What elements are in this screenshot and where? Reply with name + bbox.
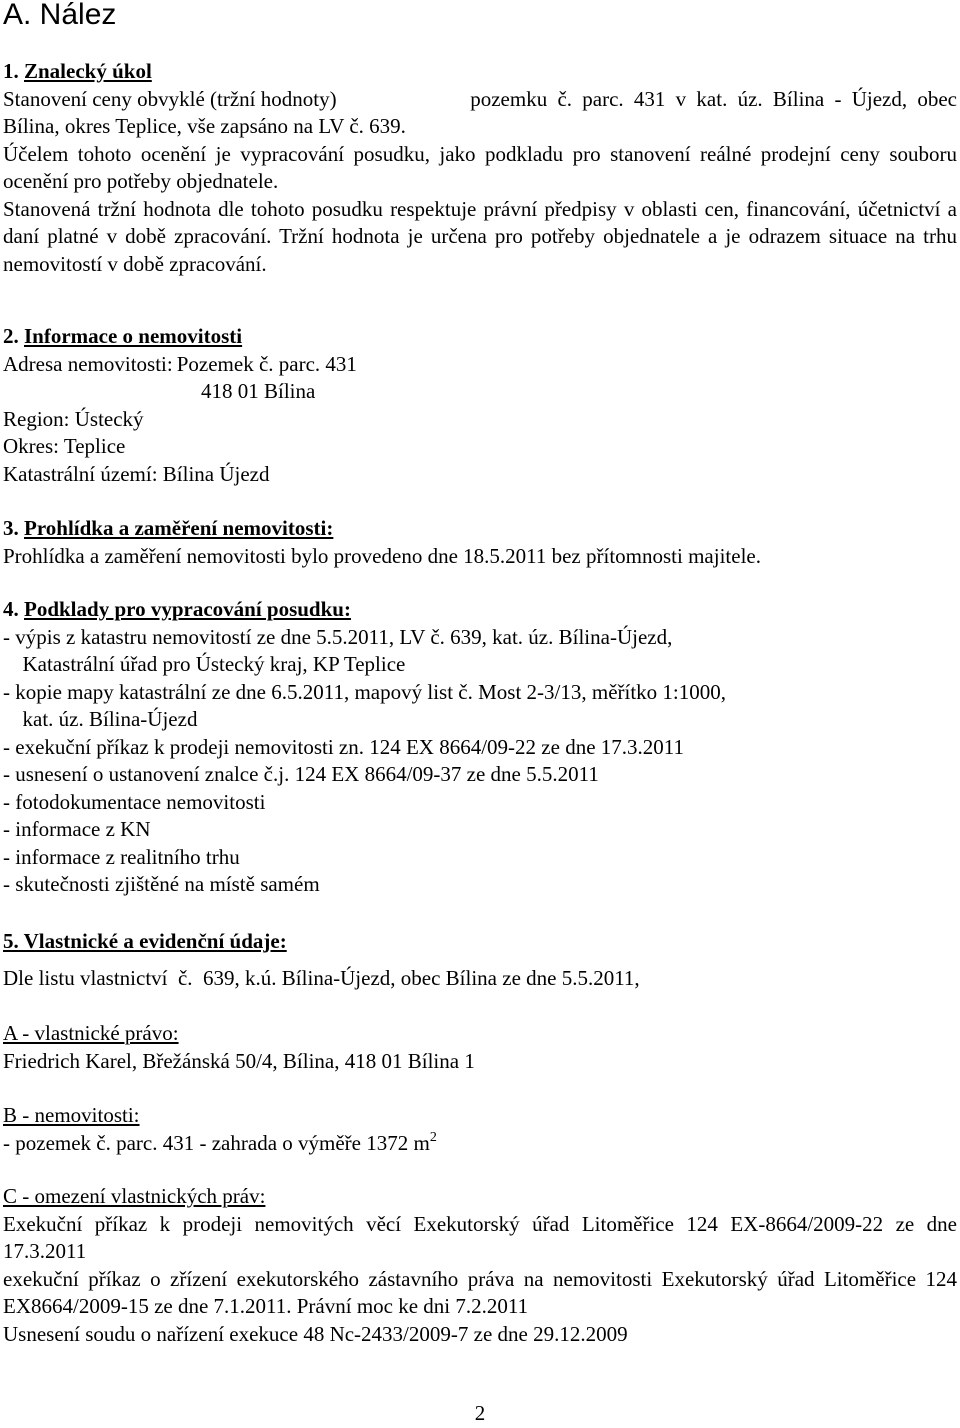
property-heading: B - nemovitosti: — [3, 1103, 140, 1127]
inspection-text: Prohlídka a zaměření nemovitosti bylo provedeno dne 18.5.2011 bez přítomnosti majitele. — [3, 543, 761, 568]
restrictions-heading: C - omezení vlastnických práv: — [3, 1184, 266, 1208]
list-item: kat. úz. Bílina-Újezd — [12, 707, 198, 731]
ownership-heading: A - vlastnické právo: — [3, 1021, 179, 1045]
restriction-3: Usnesení soudu o nařízení exekuce 48 Nc-2433/2009-7 ze dne 29.12.2009 — [3, 1321, 628, 1346]
ownership-block — [3, 1020, 957, 1075]
section-5-heading: 5. Vlastnické a evidenční údaje: — [3, 929, 287, 953]
sources-list — [3, 624, 957, 899]
list-item: - usnesení o ustanovení znalce č.j. 124 EX 8664/09-37 ze dne 5.5.2011 — [3, 762, 599, 786]
section-4-title: Podklady pro vypracování posudku: — [24, 597, 351, 621]
section-1-purpose: Účelem tohoto ocenění je vypracování posudku, jako podkladu pro stanovení reálné prodejní ceny souboru ocenění pro potřeby objednatele. — [3, 141, 957, 193]
section-1-line-1b: pozemku č. parc. 431 v kat. úz. Bílina - Újezd, obec — [470, 86, 957, 111]
list-item: - kopie mapy katastrální ze dne 6.5.2011, mapový list č. Most 2-3/13, měřítko 1:1000, — [3, 679, 727, 704]
district: Okres: Teplice — [3, 434, 126, 458]
cadastral-area: Katastrální území: Bílina Újezd — [3, 461, 270, 486]
restriction-2: exekuční příkaz o zřízení exekutorského zástavního práva na nemovitosti Exekutorský úřad Litoměřice 124 EX8664/2009-15 ze dne 7.1.2011. Právní moc ke dni 7.2.2011 — [3, 1266, 957, 1318]
restrictions-block — [3, 1183, 957, 1348]
section-2-number: 2. — [3, 324, 19, 348]
restriction-1: Exekuční příkaz k prodeji nemovitých věcí Exekutorský úřad Litoměřice 124 EX-8664/2009-22 ze dne 17.3.2011 — [3, 1211, 957, 1263]
list-item: - fotodokumentace nemovitosti — [3, 789, 266, 814]
section-2-title: Informace o nemovitosti — [24, 324, 243, 348]
page-title: A. Nález — [3, 0, 117, 31]
list-item: - informace z realitního trhu — [3, 844, 240, 869]
section-1-title: Znalecký úkol — [24, 59, 152, 83]
property-block — [3, 1102, 957, 1157]
section-3 — [3, 515, 957, 570]
section-3-title: Prohlídka a zaměření nemovitosti: — [24, 516, 334, 540]
section-1 — [3, 58, 957, 278]
section-4 — [3, 596, 957, 899]
property-parcel: - pozemek č. parc. 431 - zahrada o výměře 1372 m — [3, 1130, 430, 1155]
address-line-2: 418 01 Bílina — [201, 379, 316, 403]
section-1-market-value-a: Stanovená tržní hodnota dle tohoto posudku respektuje právní předpisy v oblasti cen, financování, účetnictví a daní platné v době zpracování. — [3, 196, 957, 248]
list-item: - exekuční příkaz k prodeji nemovitosti zn. 124 EX 8664/09-22 ze dne 17.3.2011 — [3, 734, 684, 759]
list-item: Katastrální úřad pro Ústecký kraj, KP Teplice — [12, 652, 406, 676]
section-3-heading — [3, 515, 957, 543]
section-1-market-value — [3, 196, 957, 279]
address-line-1: Pozemek č. parc. 431 — [176, 351, 357, 376]
section-1-heading — [3, 58, 957, 86]
region: Region: Ústecký — [3, 406, 144, 431]
section-4-heading — [3, 596, 957, 624]
area-unit-superscript: 2 — [429, 1129, 437, 1145]
list-item: - informace z KN — [3, 817, 151, 841]
property-text — [3, 1130, 957, 1158]
address-label: Adresa nemovitosti: — [3, 351, 173, 376]
section-2-heading — [3, 323, 957, 351]
page-number: 2 — [474, 1401, 486, 1425]
list-item: - výpis z katastru nemovitostí ze dne 5.5.2011, LV č. 639, kat. úz. Bílina-Újezd, — [3, 624, 673, 649]
section-1-line-1 — [3, 86, 957, 114]
section-1-market-value-b: Tržní hodnota je určena pro potřeby objednatele a je odrazem situace na trhu nemovitostí v době zpracování. — [3, 224, 957, 276]
section-2 — [3, 323, 957, 488]
section-1-line-2: Bílina, okres Teplice, vše zapsáno na LV č. 639. — [3, 114, 406, 138]
section-3-number: 3. — [3, 516, 19, 540]
section-5 — [3, 928, 957, 956]
owner-text: Friedrich Karel, Břežánská 50/4, Bílina, 418 01 Bílina 1 — [3, 1048, 475, 1073]
section-1-line-1a: Stanovení ceny obvyklé (tržní hodnoty) — [3, 86, 337, 111]
section-4-number: 4. — [3, 597, 19, 621]
list-item: - skutečnosti zjištěné na místě samém — [3, 872, 320, 896]
address-row — [3, 351, 957, 379]
ownership-sheet-ref: Dle listu vlastnictví č. 639, k.ú. Bílina-Újezd, obec Bílina ze dne 5.5.2011, — [3, 966, 640, 990]
section-1-number: 1. — [3, 59, 19, 83]
